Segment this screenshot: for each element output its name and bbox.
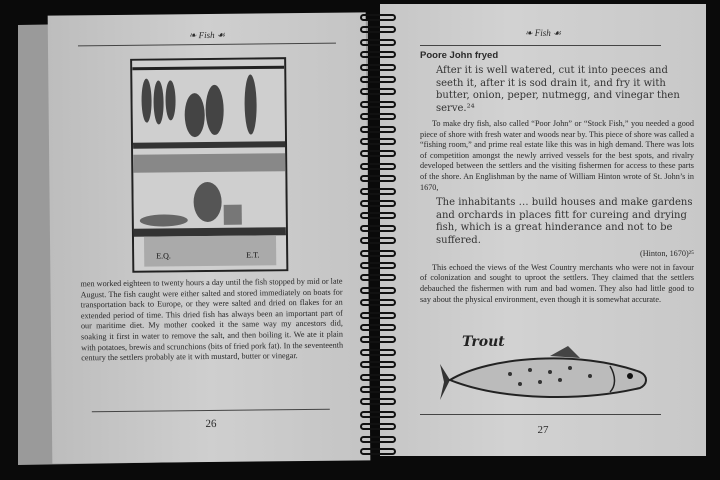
citation: (Hinton, 1670)²⁵ [640,249,694,259]
page-number: 27 [537,424,549,436]
spiral-coil [360,113,396,120]
running-header: ❧ Fish ☙ [524,28,562,38]
recipe-title: Poore John fryed [420,50,499,61]
spiral-coil [360,163,396,170]
header-rule [420,45,661,46]
spiral-coil [360,101,396,108]
woodcut-initials-left: E.Q. [156,251,171,261]
spiral-coil [360,225,396,232]
right-page-content [420,50,694,305]
hinton-quote: The inhabitants … build houses and make gardens and orchards in places fitt for cureing and drying fish, which is a great hinderance and not to be suffered. [436,197,693,246]
spiral-coil [360,349,396,356]
left-page [48,12,371,463]
spiral-coil [360,423,396,430]
spiral-coil [360,188,396,195]
trout-label: Trout [462,334,505,350]
spiral-coil [360,312,396,319]
spiral-coil [360,324,396,331]
spiral-coil [360,448,396,455]
spiral-coil [360,126,396,133]
spiral-coil [360,299,396,306]
spiral-coil [360,212,396,219]
spiral-coil [360,51,396,58]
spiral-coil [360,138,396,145]
spiral-coil [360,88,396,95]
spiral-coil [360,262,396,269]
woodcut-illustration [130,57,288,273]
spiral-coil [360,250,396,257]
spiral-coil [360,274,396,281]
body-paragraph: To make dry fish, also called “Poor John” or “Stock Fish,” you needed a good piece of shore with fresh water and woods near by. This piece of shore was called a “fishing room,” and prime real estate like this was in high demand. There was lots of competition amongst the newly arrived vessels for the best spots, and rivalry developed between the settlers and the visiting fishermen for access to these parts of the shore. An Englishman by the name of William Hinton wrote of St. John’s in 1670, [420,119,694,192]
spiral-coil [360,386,396,393]
spiral-coil [360,374,396,381]
spiral-coil [360,76,396,83]
spiral-coil [360,200,396,207]
spiral-coil [360,398,396,405]
header-rule [78,43,336,47]
spiral-coil [360,411,396,418]
trout-icon [440,342,660,412]
spiral-coil [360,287,396,294]
spiral-coil [360,336,396,343]
spiral-coil [360,26,396,33]
body-paragraph: This echoed the views of the West Country merchants who were not in favour of colonization and sought to uproot the settlers. They claimed that the settlers debauched the fishermen with rum and bad women. They also had little good to say about the physical environment, even though it is somewhat accurate. [420,262,694,304]
trout-illustration [440,334,660,417]
footer-rule [92,409,330,412]
body-text: men worked eighteen to twenty hours a day until the fish stopped by mid or late August. The fish caught were either salted and stored immediately on boats for transportation back to Europe, or they were salted and dried on flakes for an extended period of time. This dried fish has always been an important part of our maritime diet. My mother cooked it the same way my ancestors did, soaking it first in water to remove the salt, and then boiling it. We ate it plain with potatoes, brewis and scrunchions (bits of fried pork fat). In the seventeenth century the settlers probably ate it with mustard, butter or vinegar. [80,276,344,363]
spiral-coil [360,39,396,46]
spiral-coil [360,361,396,368]
spiral-coil [360,436,396,443]
spiral-coil [360,237,396,244]
spiral-coil [360,175,396,182]
spiral-coil [360,64,396,71]
running-header: ❧ Fish ☙ [188,29,225,41]
spiral-coil [360,150,396,157]
spiral-coil [360,14,396,21]
woodcut-initials-right: E.T. [246,250,260,260]
recipe-quote: After it is well watered, cut it into peeces and seeth it, after it is sod drain it, and fry it with butter, onion, peper, nutmegg, and vinegar then serve.²⁴ [436,65,680,114]
page-number: 26 [205,417,217,431]
